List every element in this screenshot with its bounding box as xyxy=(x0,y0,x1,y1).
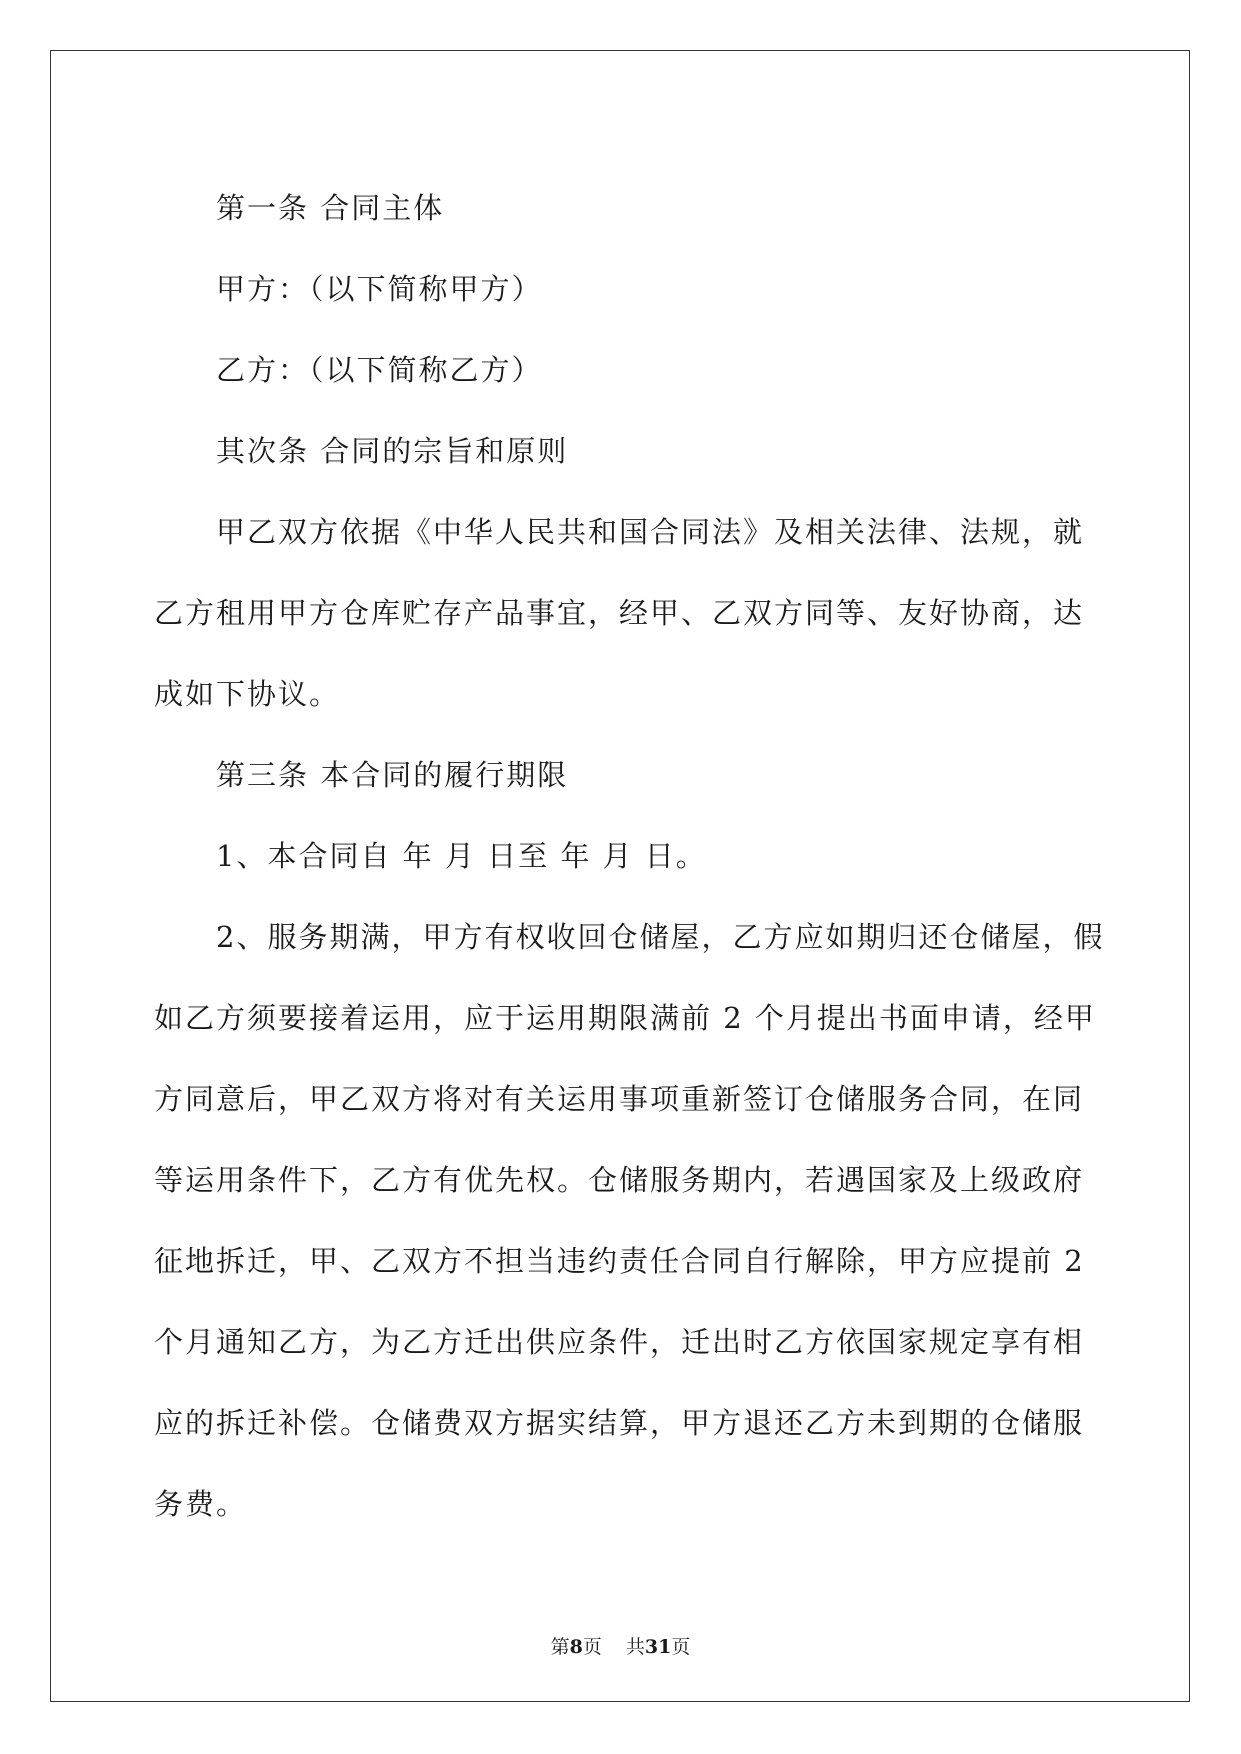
paragraph-line: 个月通知乙方，为乙方迁出供应条件，迁出时乙方依国家规定享有相 xyxy=(154,1325,1085,1359)
article-2-heading: 其次条 合同的宗旨和原则 xyxy=(216,434,569,468)
article-1-heading: 第一条 合同主体 xyxy=(216,191,445,225)
paragraph-line: 乙方租用甲方仓库贮存产品事宜，经甲、乙双方同等、友好协商，达 xyxy=(154,596,1085,630)
party-a-line: 甲方：（以下简称甲方） xyxy=(216,272,543,306)
total-pages: 31 xyxy=(644,1636,672,1658)
paragraph-line: 如乙方须要接着运用，应于运用期限满前 2 个月提出书面申请，经甲 xyxy=(154,1001,1096,1035)
page-suffix: 页 xyxy=(582,1636,602,1658)
page-prefix: 第 xyxy=(550,1636,570,1658)
total-suffix: 页 xyxy=(671,1636,691,1658)
clause-1-line: 1、本合同自 年 月 日至 年 月 日。 xyxy=(216,839,707,873)
paragraph-line: 应的拆迁补偿。仓储费双方据实结算，甲方退还乙方未到期的仓储服 xyxy=(154,1406,1085,1440)
document-body xyxy=(154,168,1105,1545)
party-b-line: 乙方：（以下简称乙方） xyxy=(216,353,543,387)
article-3-heading: 第三条 本合同的履行期限 xyxy=(216,758,569,792)
clause-2-line: 2、服务期满，甲方有权收回仓储屋，乙方应如期归还仓储屋，假 xyxy=(216,920,1105,954)
page-footer xyxy=(0,1632,1241,1659)
total-prefix: 共 xyxy=(625,1636,645,1658)
paragraph-line: 成如下协议。 xyxy=(154,677,341,711)
paragraph-line: 征地拆迁，甲、乙双方不担当违约责任合同自行解除，甲方应提前 2 xyxy=(154,1244,1085,1278)
page-number: 8 xyxy=(569,1636,583,1658)
paragraph-line: 等运用条件下，乙方有优先权。仓储服务期内，若遇国家及上级政府 xyxy=(154,1163,1085,1197)
paragraph-line: 务费。 xyxy=(154,1487,248,1521)
paragraph-line: 方同意后，甲乙双方将对有关运用事项重新签订仓储服务合同，在同 xyxy=(154,1082,1085,1116)
paragraph-line: 甲乙双方依据《中华人民共和国合同法》及相关法律、法规，就 xyxy=(216,515,1085,549)
